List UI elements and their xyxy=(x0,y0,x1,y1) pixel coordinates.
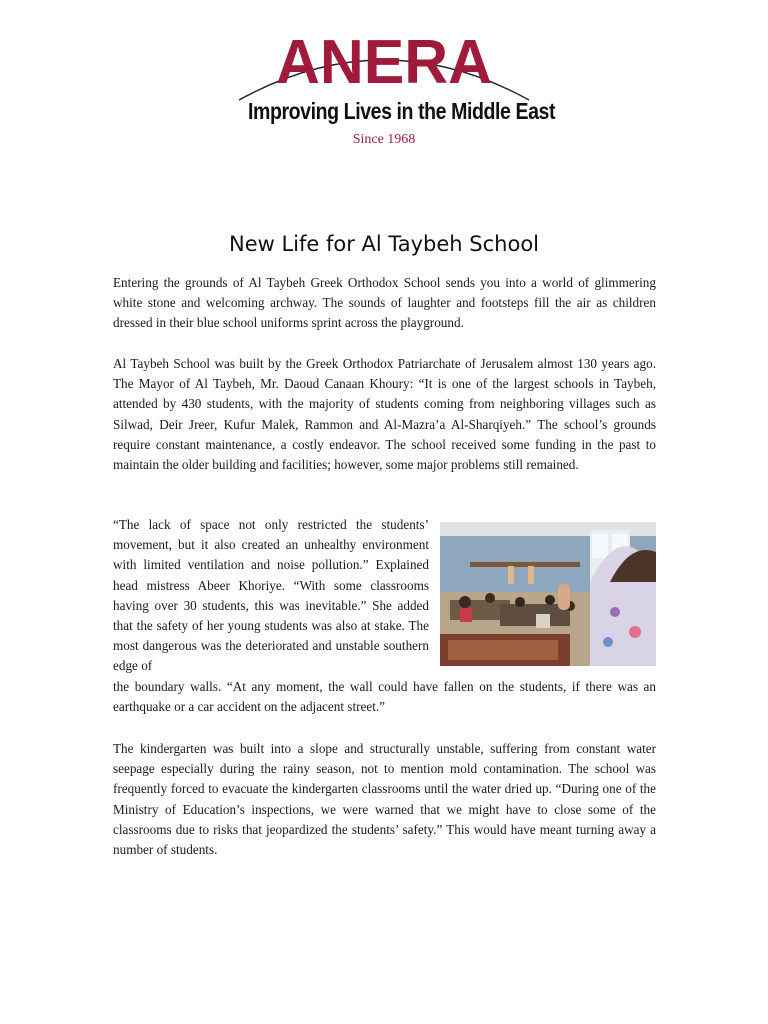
anera-logo xyxy=(0,28,768,158)
paragraph-space-quote xyxy=(113,515,429,677)
brand-name: ANERA xyxy=(275,28,493,97)
paragraph-space-quote-text: “The lack of space not only restricted the students’ movement, but it also created an unhealthy environment with limited ventilation and noise pollution.” Explained head mistress Abeer Khoriye. “With some classrooms having over 30 students, this was inevitable.” She added that the safety of her young students was also at stake. The most dangerous was the deteriorated and unstable southern edge of xyxy=(113,517,429,674)
paragraph-intro: Entering the grounds of Al Taybeh Greek Orthodox School sends you into a world of glimmering white stone and welcoming archway. The sounds of laughter and footsteps fill the air as children dressed in their blue school uniforms sprint across the playground. xyxy=(113,275,656,331)
classroom-photo xyxy=(440,522,656,666)
paragraph-kindergarten: The kindergarten was built into a slope and structurally unstable, suffering from constant water seepage especially during the rainy season, not to mention mold contamination. The school was frequently forced to evacuate the kindergarten classrooms until the water dried up. “During one of the Ministry of Education’s inspections, we were warned that we might have to close some of the classrooms due to risks that jeopardized the students’ safety.” This would have meant turning away a number of students. xyxy=(113,741,656,858)
article-title: New Life for Al Taybeh School xyxy=(228,232,540,256)
brand-tagline: Improving Lives in the Middle East xyxy=(248,98,556,124)
brand-since: Since 1968 xyxy=(352,132,416,147)
paragraph-space-quote-continued: the boundary walls. “At any moment, the wall could have fallen on the students, if there was an earthquake or a car accident on the adjacent street.” xyxy=(113,678,656,714)
paragraph-history: Al Taybeh School was built by the Greek Orthodox Patriarchate of Jerusalem almost 130 years ago. The Mayor of Al Taybeh, Mr. Daoud Canaan Khoury: “It is one of the largest schools in Taybeh, attended by 430 students, with the majority of students coming from neighboring villages such as Silwad, Deir Jreer, Kufur Malek, Rammon and Al-Mazra’a Al-Sharqiyeh.” The school’s grounds require constant maintenance, a costly endeavor. The school received some funding in the past to maintain the older building and facilities; however, some major problems still remained. xyxy=(113,356,656,473)
